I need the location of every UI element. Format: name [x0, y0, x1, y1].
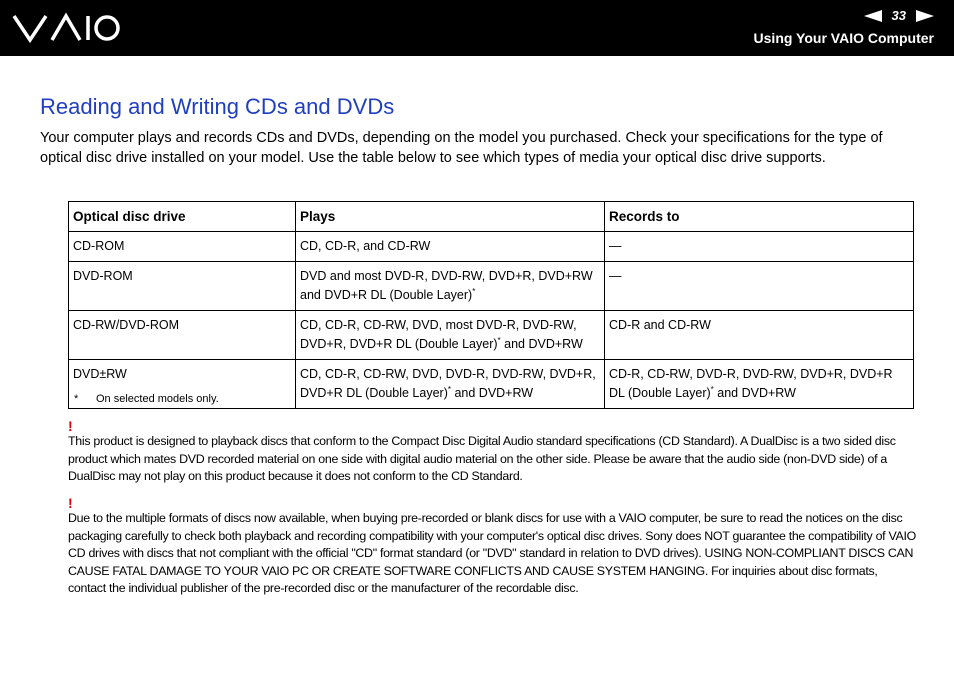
table-header-row	[69, 202, 914, 232]
footnote-marker: *	[74, 393, 79, 405]
cell-drive: CD-ROM	[69, 232, 296, 262]
cell-drive: DVD±RW	[69, 360, 296, 409]
table-footnote	[74, 393, 219, 405]
optical-drive-table	[68, 201, 914, 409]
table-row	[69, 232, 914, 262]
warning-icon: !	[68, 495, 73, 511]
dualdisc-note: This product is designed to playback discs that conform to the Compact Disc Digital Audio standard specifications (CD Standard). A DualDisc is a two sided disc product which mates DVD recorded material on one side with digital audio material on the other side. Please be aware that the audio side (non-DVD side) of a DualDisc may not play on this product because it does not conform to the CD Standard.	[68, 434, 896, 483]
table-row	[69, 262, 914, 311]
warning-icon: !	[68, 418, 73, 434]
cell-plays: CD, CD-R, CD-RW, DVD, DVD-R, DVD-RW, DVD+R, DVD+R DL (Double Layer)* and DVD+RW	[296, 360, 605, 409]
header-records: Records to	[605, 202, 914, 232]
table-row	[69, 311, 914, 360]
cell-records: —	[605, 262, 914, 311]
footnote-text: On selected models only.	[96, 393, 219, 405]
cell-drive: DVD-ROM	[69, 262, 296, 311]
intro-paragraph: Your computer plays and records CDs and DVDs, depending on the model you purchased. Check your specifications for the type of optical disc drive installed on your model. Use the table below to see which types of media your optical disc drive supports.	[40, 130, 883, 166]
page-header	[0, 0, 954, 56]
section-title: Using Your VAIO Computer	[753, 30, 934, 46]
cell-drive: CD-RW/DVD-ROM	[69, 311, 296, 360]
header-drive: Optical disc drive	[69, 202, 296, 232]
vaio-logo	[12, 12, 122, 44]
page-number: 33	[891, 8, 906, 23]
page-title: Reading and Writing CDs and DVDs	[40, 94, 395, 119]
cell-plays: CD, CD-R, CD-RW, DVD, most DVD-R, DVD-RW, DVD+R, DVD+R DL (Double Layer)* and DVD+RW	[296, 311, 605, 360]
next-page-arrow-icon[interactable]	[916, 10, 934, 22]
disc-format-note: Due to the multiple formats of discs now available, when buying pre-recorded or blank discs for use with a VAIO computer, be sure to read the notices on the disc packaging carefully to check both playback and recording compatibility with your computer's optical disc drives. Sony does NOT guarantee the compatibility of VAIO CD drives with discs that not compliant with the official "CD" format standard (or "DVD" standard in relation to DVD drives). USING NON-COMPLIANT DISCS CAN CAUSE FATAL DAMAGE TO YOUR VAIO PC OR CREATE SOFTWARE CONFLICTS AND CAUSE SYSTEM HANGING. For inquiries about disc formats, contact the individual publisher of the pre-recorded disc or the manufacturer of the recordable disc.	[68, 511, 916, 595]
cell-records: CD-R and CD-RW	[605, 311, 914, 360]
cell-plays: CD, CD-R, and CD-RW	[296, 232, 605, 262]
page-navigation	[864, 8, 934, 23]
previous-page-arrow-icon[interactable]	[864, 10, 882, 22]
header-plays: Plays	[296, 202, 605, 232]
cell-plays: DVD and most DVD-R, DVD-RW, DVD+R, DVD+RW and DVD+R DL (Double Layer)*	[296, 262, 605, 311]
cell-records: —	[605, 232, 914, 262]
cell-records: CD-R, CD-RW, DVD-R, DVD-RW, DVD+R, DVD+R DL (Double Layer)* and DVD+RW	[605, 360, 914, 409]
